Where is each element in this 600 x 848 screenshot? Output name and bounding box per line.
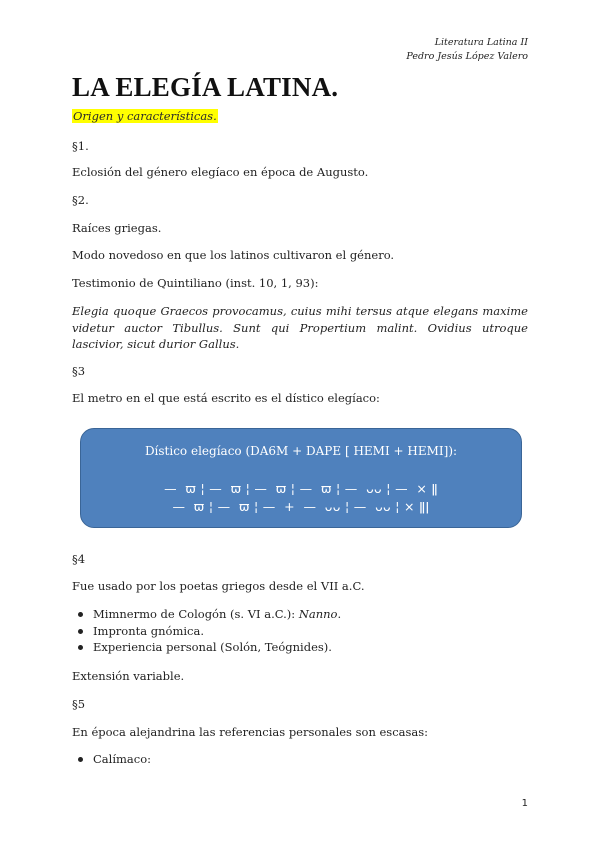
section-5-text: En época alejandrina las referencias personales son escasas:: [72, 725, 429, 739]
section-4-text: Fue usado por los poetas griegos desde el VII a.C.: [72, 579, 365, 593]
meter-box-title: Dístico elegíaco (DA6M + DAPE [ HEMI + HEMI]):: [144, 444, 458, 458]
quintilian-quote: Elegia quoque Graecos provocamus, cuius mihi tersus atque elegans maxime videtur auctor Tibullus. Sunt qui Propertium malint. Ovidius utroque lascivior, sicut durior Gallus.: [72, 304, 528, 351]
list-item-text: Experiencia personal (Solón, Teógnides).: [93, 640, 332, 654]
bullet-icon: [78, 612, 83, 617]
header-author: Pedro Jesús López Valero: [406, 51, 528, 62]
list-item-text: Calímaco:: [93, 752, 152, 766]
section-5-list: [72, 751, 151, 768]
page-title: LA ELEGÍA LATINA.: [72, 72, 339, 102]
bullet-icon: [78, 629, 83, 634]
bullet-icon: [78, 757, 83, 762]
bullet-icon: [78, 645, 83, 650]
section-4-heading: §4: [72, 552, 86, 566]
list-item-text: Mimnermo de Cologón (s. VI a.C.):: [93, 607, 299, 621]
section-3-text: El metro en el que está escrito es el dístico elegíaco:: [72, 391, 380, 405]
header-course: Literatura Latina II: [434, 37, 528, 48]
list-item: [72, 639, 341, 656]
section-3-heading: §3: [72, 364, 86, 378]
list-item-italic: Nanno: [298, 607, 338, 621]
list-item-text: Impronta gnómica.: [93, 623, 204, 638]
meter-pentameter-line: — ϖ ¦ — ϖ ¦ — + — ᴗᴗ ¦ — ᴗᴗ ¦ × ǁǀ: [172, 499, 430, 514]
meter-box: [80, 428, 522, 528]
page-subtitle: Origen y características.: [73, 109, 217, 123]
list-item: [72, 606, 341, 623]
section-5-heading: §5: [72, 697, 86, 711]
list-item-tail: .: [337, 607, 342, 621]
section-2-text-2: Modo novedoso en que los latinos cultivaron el género.: [72, 248, 395, 262]
section-2-heading: §2.: [72, 193, 89, 207]
section-2-text-1: Raíces griegas.: [72, 221, 162, 235]
list-item: [72, 751, 151, 768]
list-item: [72, 623, 341, 640]
section-1-heading: §1.: [72, 139, 89, 153]
meter-hexameter-line: — ϖ ¦ — ϖ ¦ — ϖ ¦ — ϖ ¦ — ᴗᴗ ¦ — × ǁ: [164, 481, 438, 496]
section-1-text: Eclosión del género elegíaco en época de Augusto.: [72, 165, 369, 179]
section-2-text-3: Testimonio de Quintiliano (inst. 10, 1, 93):: [72, 276, 319, 290]
section-4-after: Extensión variable.: [72, 669, 185, 683]
section-4-list: [72, 606, 341, 656]
page-number: 1: [521, 798, 528, 809]
